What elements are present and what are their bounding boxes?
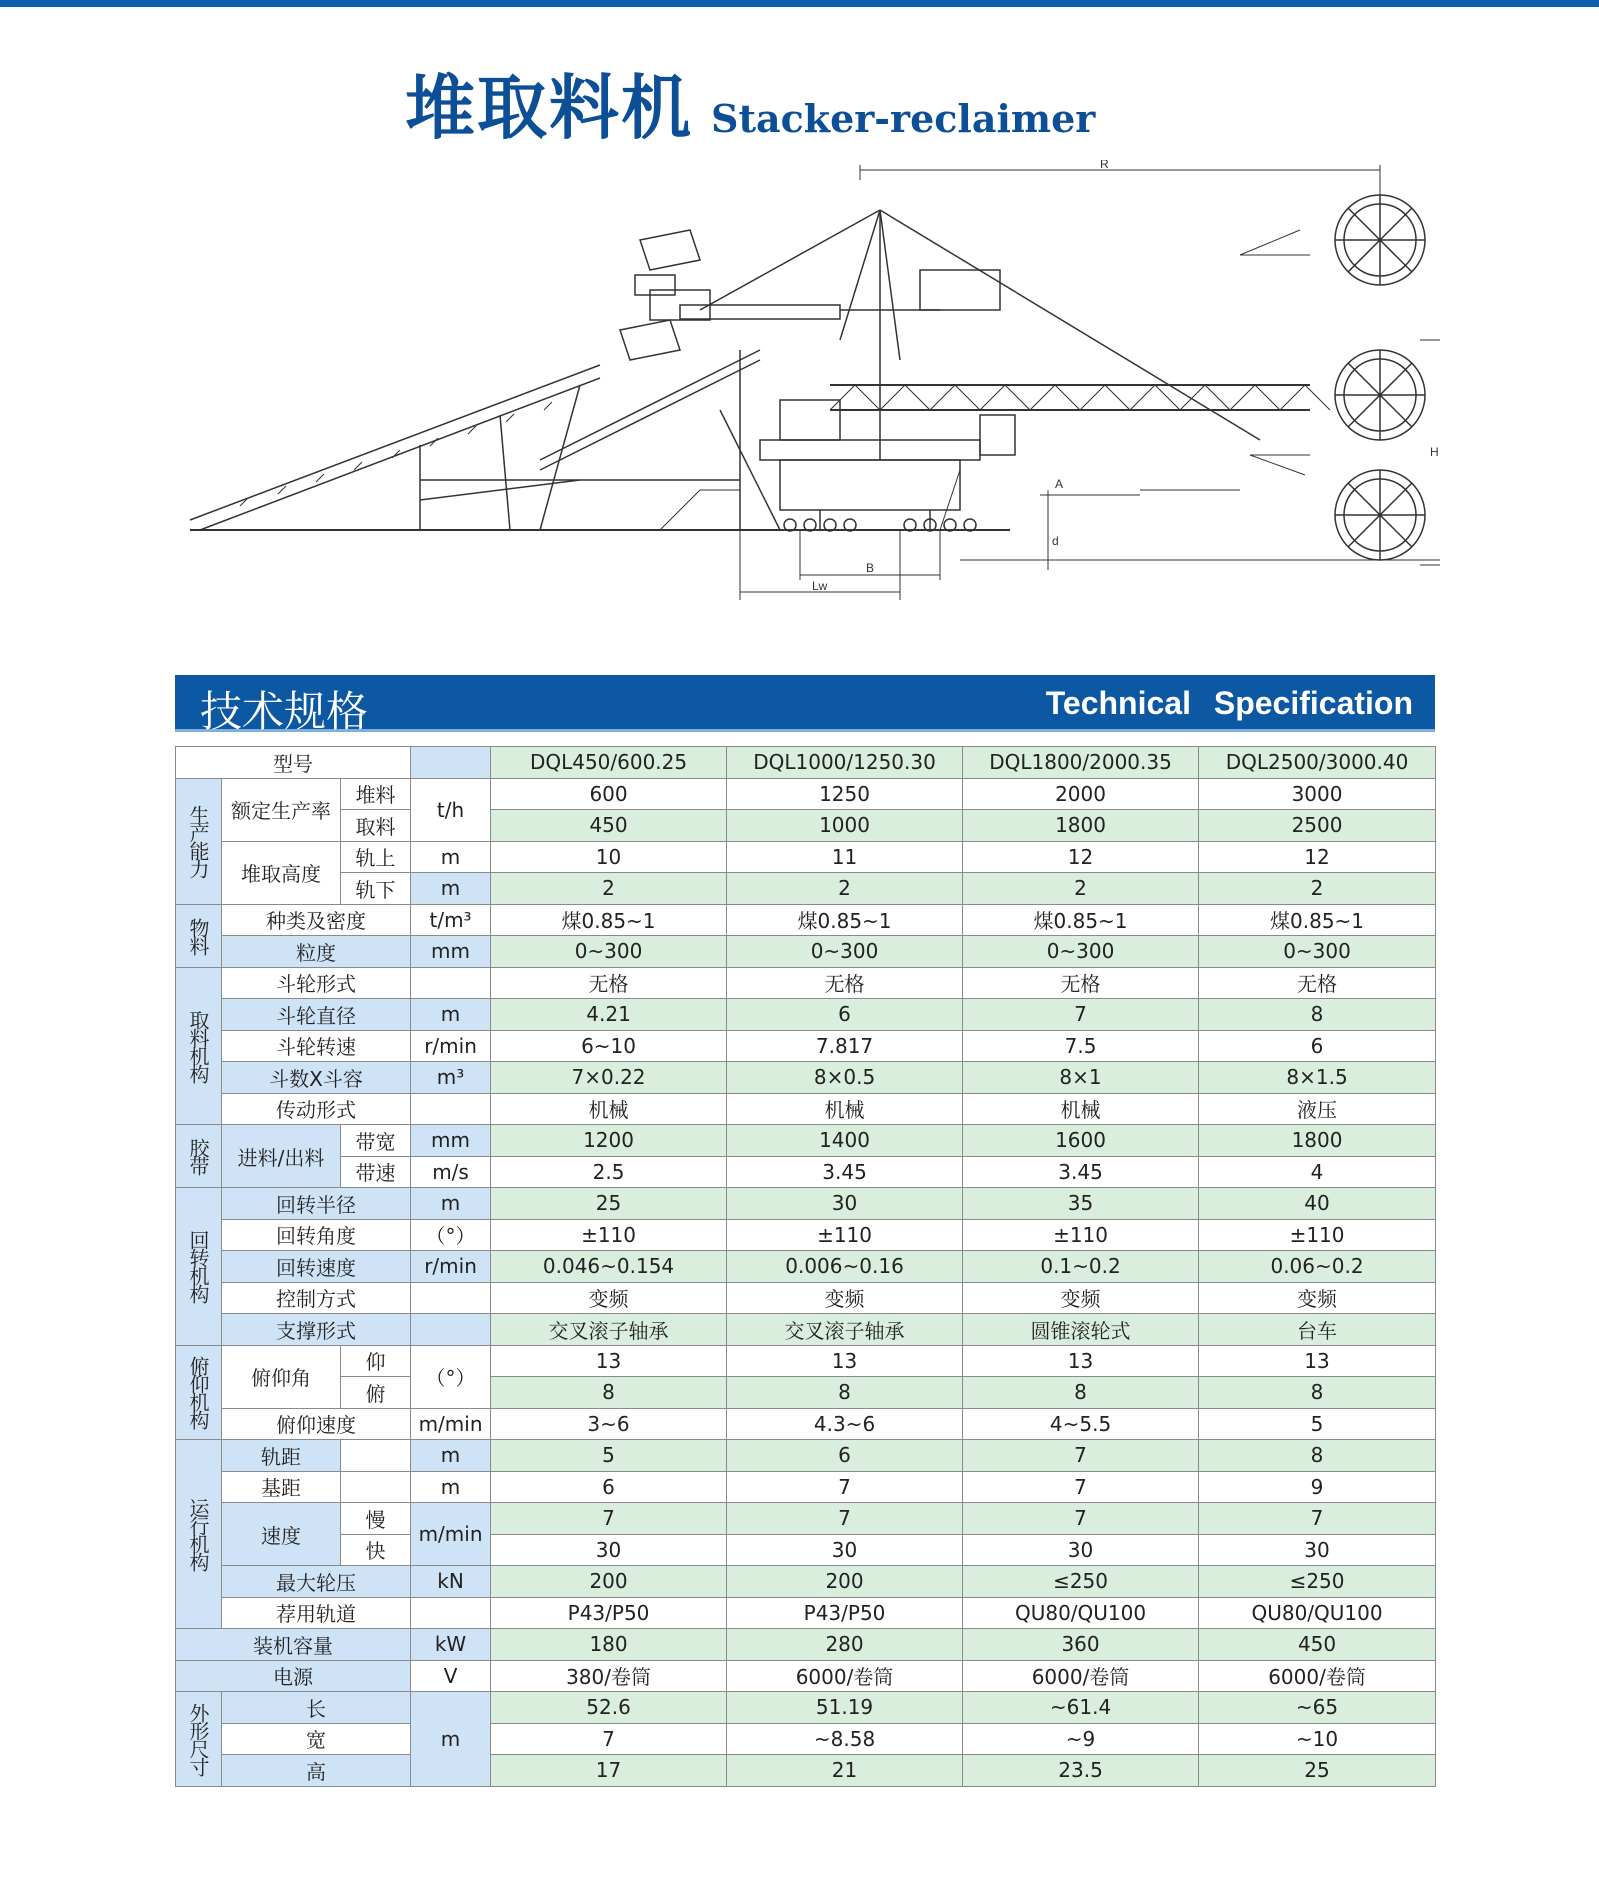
value-cell: 25 [491, 1188, 727, 1220]
table-row [176, 1156, 1436, 1188]
value-cell: 8×1 [963, 1062, 1199, 1094]
table-row [176, 1314, 1436, 1346]
value-cell: 交叉滚子轴承 [491, 1314, 727, 1346]
value-cell: 变频 [727, 1282, 963, 1314]
row-label-cell: 斗轮形式 [222, 967, 411, 999]
row-label-cell: 斗轮直径 [222, 999, 411, 1031]
dim-label-R: R [1100, 160, 1109, 171]
value-cell: 13 [491, 1345, 727, 1377]
value-cell: 变频 [491, 1282, 727, 1314]
value-cell: 机械 [491, 1093, 727, 1125]
table-row [176, 967, 1436, 999]
row-label-cell: 高 [222, 1755, 411, 1787]
table-row [176, 936, 1436, 968]
value-cell: 变频 [963, 1282, 1199, 1314]
unit-cell: mm [411, 936, 491, 968]
value-cell: 7 [1199, 1503, 1436, 1535]
row-label-cell: 粒度 [222, 936, 411, 968]
row-label-cell: 额定生产率 [222, 778, 341, 841]
category-cell: 回转机构 [176, 1188, 222, 1346]
table-row [176, 1251, 1436, 1283]
row-sublabel-cell: 轨下 [341, 873, 411, 905]
value-cell: 机械 [727, 1093, 963, 1125]
value-cell: 1200 [491, 1125, 727, 1157]
table-row [176, 778, 1436, 810]
table-row [176, 1692, 1436, 1724]
table-row [176, 1219, 1436, 1251]
model-name-cell: DQL1800/2000.35 [963, 747, 1199, 779]
value-cell: 液压 [1199, 1093, 1436, 1125]
row-label-cell: 回转速度 [222, 1251, 411, 1283]
value-cell: P43/P50 [727, 1597, 963, 1629]
unit-cell [411, 1282, 491, 1314]
row-label-cell: 荐用轨道 [222, 1597, 411, 1629]
table-row [176, 904, 1436, 936]
table-row [176, 1093, 1436, 1125]
value-cell: 11 [727, 841, 963, 873]
value-cell: 7.817 [727, 1030, 963, 1062]
value-cell: 30 [491, 1534, 727, 1566]
value-cell: 0.06~0.2 [1199, 1251, 1436, 1283]
value-cell: 40 [1199, 1188, 1436, 1220]
table-row [176, 1030, 1436, 1062]
value-cell: 6000/卷筒 [1199, 1660, 1436, 1692]
row-label-cell: 传动形式 [222, 1093, 411, 1125]
value-cell: 0~300 [1199, 936, 1436, 968]
row-label-cell: 宽 [222, 1723, 411, 1755]
value-cell: ~9 [963, 1723, 1199, 1755]
table-row [176, 1440, 1436, 1472]
value-cell: 1600 [963, 1125, 1199, 1157]
value-cell: 17 [491, 1755, 727, 1787]
unit-cell: kN [411, 1566, 491, 1598]
value-cell: 3.45 [963, 1156, 1199, 1188]
value-cell: 13 [727, 1345, 963, 1377]
row-label-cell: 种类及密度 [222, 904, 411, 936]
value-cell: 0.046~0.154 [491, 1251, 727, 1283]
value-cell: 2 [491, 873, 727, 905]
value-cell: 煤0.85~1 [963, 904, 1199, 936]
value-cell: 7 [963, 1471, 1199, 1503]
stacker-reclaimer-drawing [180, 160, 1440, 610]
model-label-cell: 型号 [176, 747, 411, 779]
value-cell: 5 [491, 1440, 727, 1472]
table-row [176, 1566, 1436, 1598]
table-row [176, 810, 1436, 842]
row-label-cell: 支撑形式 [222, 1314, 411, 1346]
value-cell: 21 [727, 1755, 963, 1787]
row-label-cell: 回转半径 [222, 1188, 411, 1220]
value-cell: P43/P50 [491, 1597, 727, 1629]
value-cell: ±110 [963, 1219, 1199, 1251]
unit-cell: mm [411, 1125, 491, 1157]
unit-cell: r/min [411, 1030, 491, 1062]
row-label-cell: 斗轮转速 [222, 1030, 411, 1062]
category-cell: 外形尺寸 [176, 1692, 222, 1787]
table-row [176, 1503, 1436, 1535]
value-cell: 600 [491, 778, 727, 810]
table-row [176, 1377, 1436, 1409]
row-sublabel-cell [341, 1440, 411, 1472]
value-cell: 2500 [1199, 810, 1436, 842]
dim-label-B: B [866, 561, 875, 575]
value-cell: 200 [491, 1566, 727, 1598]
top-accent-bar [0, 0, 1599, 7]
value-cell: 4.21 [491, 999, 727, 1031]
row-label-cell: 控制方式 [222, 1282, 411, 1314]
value-cell: 无格 [963, 967, 1199, 999]
category-cell: 俯仰机构 [176, 1345, 222, 1440]
row-label-cell: 最大轮压 [222, 1566, 411, 1598]
unit-cell: m/s [411, 1156, 491, 1188]
page-title [405, 52, 1095, 153]
table-row [176, 1408, 1436, 1440]
category-cell: 运行机构 [176, 1440, 222, 1629]
value-cell: 380/卷筒 [491, 1660, 727, 1692]
model-name-cell: DQL1000/1250.30 [727, 747, 963, 779]
row-sublabel-cell: 慢 [341, 1503, 411, 1535]
value-cell: ~65 [1199, 1692, 1436, 1724]
category-cell: 物料 [176, 904, 222, 967]
value-cell: 8×1.5 [1199, 1062, 1436, 1094]
value-cell: 0~300 [727, 936, 963, 968]
value-cell: 煤0.85~1 [491, 904, 727, 936]
value-cell: ±110 [1199, 1219, 1436, 1251]
unit-header-cell [411, 747, 491, 779]
table-row [176, 999, 1436, 1031]
row-sublabel-cell: 带宽 [341, 1125, 411, 1157]
value-cell: ~10 [1199, 1723, 1436, 1755]
value-cell: 台车 [1199, 1314, 1436, 1346]
row-label-cell: 轨距 [222, 1440, 341, 1472]
value-cell: 6 [491, 1471, 727, 1503]
value-cell: 30 [727, 1188, 963, 1220]
dim-label-A: A [1055, 477, 1064, 491]
model-name-cell: DQL2500/3000.40 [1199, 747, 1436, 779]
dim-label-d: d [1052, 534, 1059, 548]
value-cell: 6000/卷筒 [963, 1660, 1199, 1692]
value-cell: 6 [727, 1440, 963, 1472]
banner-title-en: Technical Specification [1045, 685, 1413, 721]
unit-cell: （°） [411, 1219, 491, 1251]
value-cell: 4.3~6 [727, 1408, 963, 1440]
value-cell: 51.19 [727, 1692, 963, 1724]
value-cell: 8 [1199, 999, 1436, 1031]
value-cell: ≤250 [1199, 1566, 1436, 1598]
value-cell: 30 [1199, 1534, 1436, 1566]
unit-cell: m [411, 1188, 491, 1220]
value-cell: 6000/卷筒 [727, 1660, 963, 1692]
category-cell: 生产能力 [176, 778, 222, 904]
value-cell: 8×0.5 [727, 1062, 963, 1094]
spec-table [175, 746, 1436, 1787]
row-sublabel-cell: 取料 [341, 810, 411, 842]
value-cell: 8 [963, 1377, 1199, 1409]
value-cell: 13 [963, 1345, 1199, 1377]
table-row [176, 1660, 1436, 1692]
value-cell: 8 [1199, 1440, 1436, 1472]
unit-cell: m [411, 1440, 491, 1472]
table-header-row [176, 747, 1436, 779]
value-cell: 8 [1199, 1377, 1436, 1409]
value-cell: 6 [727, 999, 963, 1031]
row-sublabel-cell: 俯 [341, 1377, 411, 1409]
category-cell: 胶带 [176, 1125, 222, 1188]
unit-cell [411, 1314, 491, 1346]
value-cell: 30 [727, 1534, 963, 1566]
title-zh: 堆取料机 [405, 67, 693, 149]
value-cell: ±110 [491, 1219, 727, 1251]
row-sublabel-cell: 带速 [341, 1156, 411, 1188]
value-cell: 5 [1199, 1408, 1436, 1440]
value-cell: 1800 [963, 810, 1199, 842]
unit-cell [411, 1597, 491, 1629]
value-cell: 52.6 [491, 1692, 727, 1724]
value-cell: 3000 [1199, 778, 1436, 810]
value-cell: 35 [963, 1188, 1199, 1220]
value-cell: 9 [1199, 1471, 1436, 1503]
value-cell: 280 [727, 1629, 963, 1661]
row-label-cell: 速度 [222, 1503, 341, 1566]
value-cell: 变频 [1199, 1282, 1436, 1314]
value-cell: 23.5 [963, 1755, 1199, 1787]
row-label-cell: 长 [222, 1692, 411, 1724]
value-cell: 8 [491, 1377, 727, 1409]
value-cell: 1400 [727, 1125, 963, 1157]
table-row [176, 873, 1436, 905]
value-cell: ~61.4 [963, 1692, 1199, 1724]
value-cell: 0~300 [491, 936, 727, 968]
value-cell: 450 [1199, 1629, 1436, 1661]
value-cell: 3.45 [727, 1156, 963, 1188]
unit-cell: t/h [411, 778, 491, 841]
row-label-cell: 俯仰速度 [222, 1408, 411, 1440]
value-cell: 12 [1199, 841, 1436, 873]
unit-cell: t/m³ [411, 904, 491, 936]
category-cell: 取料机构 [176, 967, 222, 1125]
value-cell: 0~300 [963, 936, 1199, 968]
value-cell: 0.006~0.16 [727, 1251, 963, 1283]
value-cell: 1250 [727, 778, 963, 810]
value-cell: ≤250 [963, 1566, 1199, 1598]
row-label-cell: 基距 [222, 1471, 341, 1503]
row-sublabel-cell [341, 1471, 411, 1503]
value-cell: 交叉滚子轴承 [727, 1314, 963, 1346]
value-cell: 7 [491, 1723, 727, 1755]
unit-cell [411, 967, 491, 999]
table-row [176, 1345, 1436, 1377]
value-cell: 2 [963, 873, 1199, 905]
value-cell: 12 [963, 841, 1199, 873]
table-row [176, 1597, 1436, 1629]
title-en: Stacker-reclaimer [711, 96, 1096, 141]
unit-cell: m [411, 841, 491, 873]
table-row [176, 1723, 1436, 1755]
value-cell: 7 [491, 1503, 727, 1535]
value-cell: 7 [963, 1440, 1199, 1472]
table-row [176, 841, 1436, 873]
unit-cell: m/min [411, 1503, 491, 1566]
unit-cell: m [411, 999, 491, 1031]
value-cell: 3~6 [491, 1408, 727, 1440]
value-cell: 1000 [727, 810, 963, 842]
row-label-cell: 斗数X斗容 [222, 1062, 411, 1094]
table-row [176, 1755, 1436, 1787]
value-cell: 4~5.5 [963, 1408, 1199, 1440]
unit-cell: m [411, 873, 491, 905]
value-cell: 1800 [1199, 1125, 1436, 1157]
unit-cell: m [411, 1692, 491, 1787]
value-cell: 煤0.85~1 [727, 904, 963, 936]
table-row [176, 1188, 1436, 1220]
row-label-cell: 电源 [176, 1660, 411, 1692]
value-cell: 煤0.85~1 [1199, 904, 1436, 936]
value-cell: 30 [963, 1534, 1199, 1566]
dim-label-Lw: Lw [812, 579, 828, 593]
unit-cell: kW [411, 1629, 491, 1661]
table-row [176, 1471, 1436, 1503]
model-name-cell: DQL450/600.25 [491, 747, 727, 779]
value-cell: 360 [963, 1629, 1199, 1661]
value-cell: 无格 [1199, 967, 1436, 999]
unit-cell [411, 1093, 491, 1125]
unit-cell: V [411, 1660, 491, 1692]
row-sublabel-cell: 堆料 [341, 778, 411, 810]
value-cell: 2 [727, 873, 963, 905]
banner-title-zh: 技术规格 [200, 687, 369, 736]
value-cell: 圆锥滚轮式 [963, 1314, 1199, 1346]
spec-section-banner [175, 675, 1435, 736]
value-cell: 无格 [727, 967, 963, 999]
table-row [176, 1282, 1436, 1314]
value-cell: 4 [1199, 1156, 1436, 1188]
row-sublabel-cell: 仰 [341, 1345, 411, 1377]
value-cell: 2000 [963, 778, 1199, 810]
row-label-cell: 俯仰角 [222, 1345, 341, 1408]
table-row [176, 1534, 1436, 1566]
unit-cell: r/min [411, 1251, 491, 1283]
value-cell: 2.5 [491, 1156, 727, 1188]
value-cell: 0.1~0.2 [963, 1251, 1199, 1283]
value-cell: 10 [491, 841, 727, 873]
table-row [176, 1062, 1436, 1094]
row-label-cell: 进料/出料 [222, 1125, 341, 1188]
value-cell: 7 [727, 1471, 963, 1503]
unit-cell: （°） [411, 1345, 491, 1408]
value-cell: 13 [1199, 1345, 1436, 1377]
value-cell: 7 [727, 1503, 963, 1535]
value-cell: QU80/QU100 [1199, 1597, 1436, 1629]
unit-cell: m [411, 1471, 491, 1503]
row-label-cell: 堆取高度 [222, 841, 341, 904]
value-cell: 7×0.22 [491, 1062, 727, 1094]
value-cell: 7.5 [963, 1030, 1199, 1062]
value-cell: 2 [1199, 873, 1436, 905]
value-cell: 7 [963, 1503, 1199, 1535]
value-cell: 无格 [491, 967, 727, 999]
value-cell: 450 [491, 810, 727, 842]
row-label-cell: 回转角度 [222, 1219, 411, 1251]
row-label-cell: 装机容量 [176, 1629, 411, 1661]
table-row [176, 1629, 1436, 1661]
value-cell: 180 [491, 1629, 727, 1661]
table-row [176, 1125, 1436, 1157]
value-cell: ~8.58 [727, 1723, 963, 1755]
value-cell: 25 [1199, 1755, 1436, 1787]
value-cell: 6~10 [491, 1030, 727, 1062]
dim-label-H: H [1430, 445, 1439, 459]
unit-cell: m³ [411, 1062, 491, 1094]
unit-cell: m/min [411, 1408, 491, 1440]
value-cell: 8 [727, 1377, 963, 1409]
value-cell: 200 [727, 1566, 963, 1598]
row-sublabel-cell: 快 [341, 1534, 411, 1566]
value-cell: 机械 [963, 1093, 1199, 1125]
value-cell: 6 [1199, 1030, 1436, 1062]
row-sublabel-cell: 轨上 [341, 841, 411, 873]
value-cell: QU80/QU100 [963, 1597, 1199, 1629]
value-cell: ±110 [727, 1219, 963, 1251]
value-cell: 7 [963, 999, 1199, 1031]
